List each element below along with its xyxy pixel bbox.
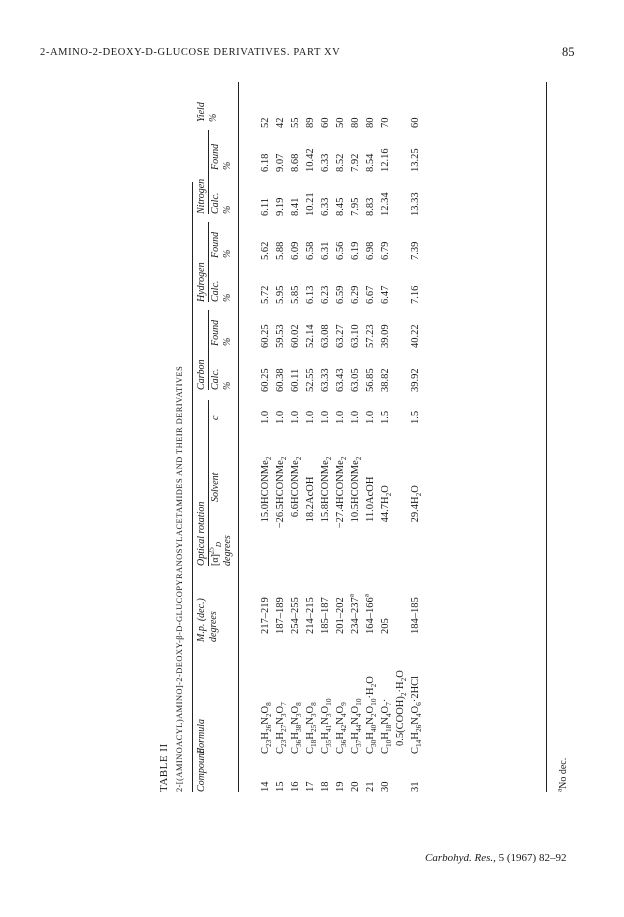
- journal-footer: Carbohyd. Res., 5 (1967) 82–92: [425, 852, 567, 864]
- compound-id: 17: [305, 781, 316, 792]
- nitrogen-calc: 8.45: [335, 197, 346, 216]
- table-title: 2-[(AMINOACYL)AMINO]-2-DEOXY-β-D-GLUCOPYRANOSYLACETAMIDES AND THEIR DERIVATIVES: [174, 365, 184, 792]
- nitrogen-sub-rule: [208, 130, 209, 214]
- melting-point: 187–189: [275, 597, 286, 634]
- nitrogen-calc: 9.19: [275, 197, 286, 216]
- carbon-calc: 63.43: [335, 368, 346, 392]
- nitrogen-found: 6.18: [260, 153, 271, 172]
- hydrogen-found: 5.88: [275, 241, 286, 260]
- table-row: [256, 92, 271, 792]
- carbon-found: 52.14: [305, 324, 316, 348]
- hydrogen-found: 6.09: [290, 241, 301, 260]
- table-label: TABLE II: [158, 743, 170, 792]
- hydrogen-found: 7.39: [410, 241, 421, 260]
- solvent: HCONMe$_2$: [275, 456, 289, 504]
- carbon-found: 59.53: [275, 324, 286, 348]
- top-rule: [192, 182, 193, 792]
- hydrogen-found: 6.31: [320, 241, 331, 260]
- hydrogen-sub-rule: [208, 222, 209, 302]
- optical-rotation-value: 44.7: [380, 504, 391, 523]
- yield-value: 60: [320, 117, 331, 128]
- yield-value: 60: [410, 117, 421, 128]
- carbon-sub-rule: [208, 310, 209, 390]
- nitrogen-found: 8.68: [290, 153, 301, 172]
- hydrogen-calc: 6.29: [350, 285, 361, 304]
- formula: $C_{37}H_{44}N_4O_{10}$: [350, 698, 364, 754]
- header-nitrogen-found-pct: %: [222, 161, 233, 170]
- concentration: 1.0: [290, 410, 301, 424]
- carbon-calc: 60.25: [260, 368, 271, 392]
- carbon-found: 40.22: [410, 324, 421, 348]
- carbon-calc: 63.33: [320, 368, 331, 392]
- header-rule: [238, 82, 239, 792]
- nitrogen-calc: 13.33: [410, 192, 421, 216]
- optical-rotation-value: 6.6: [290, 504, 301, 518]
- carbon-found: 63.10: [350, 324, 361, 348]
- solvent: HCONMe$_2$: [290, 456, 304, 504]
- solvent: HCONMe$_2$: [350, 456, 364, 504]
- yield-value: 50: [335, 117, 346, 128]
- hydrogen-calc: 5.95: [275, 285, 286, 304]
- header-hydrogen-found-pct: %: [222, 249, 233, 258]
- compound-id: 19: [335, 781, 346, 792]
- carbon-calc: 56.85: [365, 368, 376, 392]
- melting-point: 185–187: [320, 597, 331, 634]
- solvent: $H_2O$: [410, 485, 424, 504]
- header-alpha-unit: degrees: [222, 535, 233, 566]
- concentration: 1.0: [335, 410, 346, 424]
- concentration: 1.5: [380, 410, 391, 424]
- rotation-sub-rule: [208, 400, 209, 566]
- carbon-found: 60.25: [260, 324, 271, 348]
- nitrogen-found: 7.92: [350, 153, 361, 172]
- optical-rotation-value: −26.5: [275, 504, 286, 529]
- carbon-calc: 52.55: [305, 368, 316, 392]
- header-nitrogen-found: Found: [210, 143, 221, 170]
- hydrogen-found: 6.56: [335, 241, 346, 260]
- solvent: HCONMe$_2$: [335, 456, 349, 504]
- melting-point: 201–202: [335, 597, 346, 634]
- data-table: [256, 92, 424, 792]
- table-row: [316, 92, 331, 792]
- melting-point: 217–219: [260, 597, 271, 634]
- table-row: [331, 92, 346, 792]
- formula: $C_{30}H_{40}N_2O_{10}\cdot H_2O$: [365, 676, 379, 754]
- yield-value: 55: [290, 117, 301, 128]
- optical-rotation-value: 10.5: [350, 504, 361, 523]
- carbon-found: 57.23: [365, 324, 376, 348]
- header-carbon-found: Found: [210, 319, 221, 346]
- hydrogen-found: 6.98: [365, 241, 376, 260]
- formula: $C_{23}H_{26}N_2O_8$: [260, 702, 274, 754]
- carbon-calc: 38.82: [380, 368, 391, 392]
- hydrogen-found: 6.79: [380, 241, 391, 260]
- formula: $C_{36}H_{38}N_3O_8$: [290, 702, 304, 754]
- header-formula: Formula: [196, 719, 207, 754]
- nitrogen-calc: 7.95: [350, 197, 361, 216]
- carbon-found: 60.02: [290, 324, 301, 348]
- table-row-continuation: [391, 92, 406, 792]
- melting-point: 184–185: [410, 597, 421, 634]
- header-optical-rotation: Optical rotation: [196, 501, 207, 566]
- optical-rotation-value: 15.8: [320, 504, 331, 523]
- header-hydrogen-found: Found: [210, 231, 221, 258]
- hydrogen-calc: 6.23: [320, 285, 331, 304]
- melting-point: 214–215: [305, 597, 316, 634]
- nitrogen-calc: 8.41: [290, 197, 301, 216]
- carbon-calc: 39.92: [410, 368, 421, 392]
- yield-value: 89: [305, 117, 316, 128]
- footnote-marker: a: [346, 593, 356, 598]
- carbon-calc: 60.11: [290, 368, 301, 392]
- footnote-marker: a: [361, 593, 371, 598]
- compound-id: 15: [275, 781, 286, 792]
- table-row: [301, 92, 316, 792]
- concentration: 1.0: [365, 410, 376, 424]
- optical-rotation-value: −27.4: [335, 504, 346, 529]
- solvent: HCONMe$_2$: [320, 456, 334, 504]
- carbon-found: 39.09: [380, 324, 391, 348]
- concentration: 1.0: [305, 410, 316, 424]
- header-mp-unit: degrees: [208, 611, 219, 642]
- bottom-rule: [546, 82, 547, 792]
- hydrogen-found: 6.19: [350, 241, 361, 260]
- header-solvent: Solvent: [210, 472, 221, 502]
- header-carbon-calc-pct: %: [222, 381, 233, 390]
- optical-rotation-value: 18.2: [305, 504, 316, 523]
- nitrogen-found: 8.54: [365, 153, 376, 172]
- melting-point: 205: [380, 618, 391, 634]
- nitrogen-found: 6.33: [320, 153, 331, 172]
- table-row: [376, 92, 391, 792]
- hydrogen-calc: 5.72: [260, 285, 271, 304]
- compound-id: 30: [380, 781, 391, 792]
- hydrogen-found: 5.62: [260, 241, 271, 260]
- nitrogen-found: 13.25: [410, 148, 421, 172]
- header-carbon-found-pct: %: [222, 337, 233, 346]
- header-nitrogen: Nitrogen: [196, 178, 207, 214]
- melting-point: 164–166$^a$: [361, 593, 376, 634]
- carbon-found: 63.27: [335, 324, 346, 348]
- table-row: [286, 92, 301, 792]
- header-nitrogen-calc-pct: %: [222, 205, 233, 214]
- nitrogen-found: 9.07: [275, 153, 286, 172]
- footnote: $^a$No dec.: [555, 757, 569, 792]
- yield-value: 80: [350, 117, 361, 128]
- optical-rotation-value: 11.0: [365, 504, 376, 522]
- compound-id: 18: [320, 781, 331, 792]
- carbon-calc: 63.05: [350, 368, 361, 392]
- nitrogen-calc: 10.21: [305, 192, 316, 216]
- optical-rotation-value: 29.4: [410, 504, 421, 523]
- formula: $C_{14}H_{26}N_4O_6\cdot 2HCl$: [410, 675, 424, 754]
- header-alpha: $[\alpha]^{25}_D$: [207, 542, 223, 566]
- concentration: 1.0: [320, 410, 331, 424]
- header-hydrogen: Hydrogen: [196, 262, 207, 302]
- formula: $C_{10}H_{18}N_4O_7\cdot$: [380, 698, 394, 754]
- nitrogen-found: 10.42: [305, 148, 316, 172]
- hydrogen-calc: 5.85: [290, 285, 301, 304]
- carbon-found: 63.08: [320, 324, 331, 348]
- concentration: 1.0: [350, 410, 361, 424]
- compound-id: 20: [350, 781, 361, 792]
- formula: $C_{35}H_{41}N_3O_{10}$: [320, 698, 334, 754]
- header-nitrogen-calc: Calc.: [210, 192, 221, 214]
- rotated-table: [146, 82, 596, 792]
- header-carbon: Carbon: [196, 359, 207, 390]
- concentration: 1.5: [410, 410, 421, 424]
- melting-point: 254–255: [290, 597, 301, 634]
- running-head: 2-AMINO-2-DEOXY-D-GLUCOSE DERIVATIVES. PART XV: [40, 47, 341, 58]
- melting-point: 234–237$^a$: [346, 593, 361, 634]
- formula: $C_{18}H_{25}N_3O_8$: [305, 702, 319, 754]
- compound-id: 21: [365, 781, 376, 792]
- nitrogen-calc: 6.33: [320, 197, 331, 216]
- yield-value: 80: [365, 117, 376, 128]
- solvent: AcOH: [305, 476, 316, 504]
- yield-value: 52: [260, 117, 271, 128]
- page-number: 85: [562, 45, 575, 59]
- header-mp: M.p. (dec.): [196, 598, 207, 642]
- table-row: [361, 92, 376, 792]
- concentration: 1.0: [260, 410, 271, 424]
- hydrogen-calc: 6.67: [365, 285, 376, 304]
- solvent: $H_2O$: [380, 485, 394, 504]
- nitrogen-calc: 12.34: [380, 192, 391, 216]
- hydrogen-calc: 6.47: [380, 285, 391, 304]
- solvent: AcOH: [365, 476, 376, 504]
- header-yield-unit: %: [208, 113, 219, 122]
- header-hydrogen-calc: Calc.: [210, 280, 221, 302]
- table-row: [271, 92, 286, 792]
- compound-id: 14: [260, 781, 271, 792]
- table-row: [346, 92, 361, 792]
- header-carbon-calc: Calc.: [210, 368, 221, 390]
- compound-id: 31: [410, 781, 421, 792]
- hydrogen-found: 6.58: [305, 241, 316, 260]
- nitrogen-calc: 6.11: [260, 198, 271, 216]
- header-yield: Yield: [196, 102, 207, 122]
- concentration: 1.0: [275, 410, 286, 424]
- nitrogen-found: 12.16: [380, 148, 391, 172]
- formula: $C_{23}H_{27}N_3O_7$: [275, 702, 289, 754]
- yield-value: 70: [380, 117, 391, 128]
- nitrogen-found: 8.52: [335, 153, 346, 172]
- solvent: HCONMe$_2$: [260, 456, 274, 504]
- header-compound: Compound: [196, 748, 207, 792]
- nitrogen-calc: 8.83: [365, 197, 376, 216]
- compound-id: 16: [290, 781, 301, 792]
- formula-continuation: $0.5(COOH)_2\cdot H_2O$: [395, 670, 409, 746]
- hydrogen-calc: 6.59: [335, 285, 346, 304]
- carbon-calc: 60.38: [275, 368, 286, 392]
- header-hydrogen-calc-pct: %: [222, 293, 233, 302]
- table-row: [406, 92, 421, 792]
- formula: $C_{36}H_{42}N_4O_9$: [335, 702, 349, 754]
- yield-value: 42: [275, 117, 286, 128]
- optical-rotation-value: 15.0: [260, 504, 271, 523]
- header-c: c: [210, 415, 221, 420]
- hydrogen-calc: 6.13: [305, 285, 316, 304]
- hydrogen-calc: 7.16: [410, 285, 421, 304]
